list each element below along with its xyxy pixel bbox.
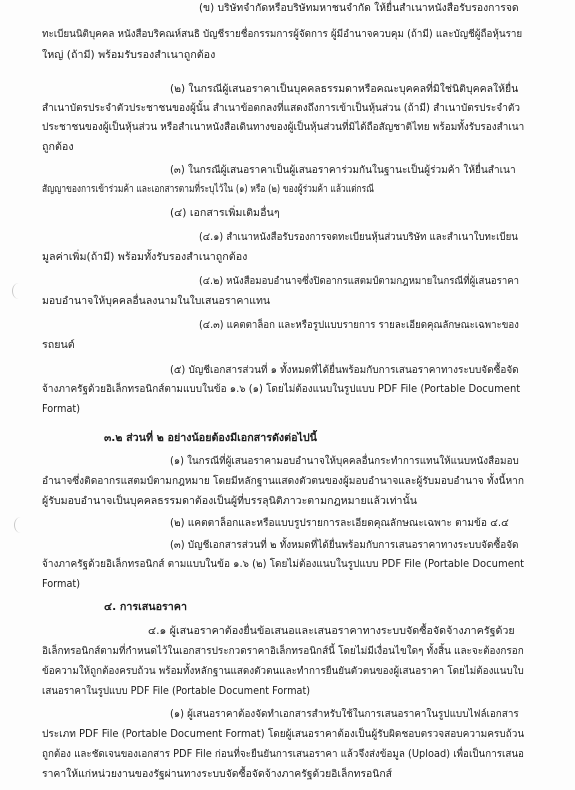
paragraph-line: (๔.๑) สำเนาหนังสือรับรองการจดทะเบียนหุ้นส่วนบริษัท และสำเนาใบทะเบียน	[199, 232, 518, 243]
paragraph-line: รถยนต์	[42, 340, 75, 351]
paragraph-line: (๑) ผู้เสนอราคาต้องจัดทำเอกสารสำหรับใช้ในการเสนอราคาในรูปแบบไฟล์เอกสาร	[170, 709, 519, 720]
paragraph-line: อิเล็กทรอนิกส์ตามที่กำหนดไว้ในเอกสารประกวดราคาอิเล็กทรอนิกส์นี้ โดยไม่มีเงื่อนไขใดๆ ทั้งสิ้น และจะต้องกรอก	[42, 646, 524, 657]
paragraph-line: (ข) บริษัทจำกัดหรือบริษัทมหาชนจำกัด ให้ยื่นสำเนาหนังสือรับรองการจด	[199, 3, 519, 14]
paragraph-line: (๔.๒) หนังสือมอบอำนาจซึ่งปิดอากรแสตมป์ตามกฎหมายในกรณีที่ผู้เสนอราคา	[199, 276, 520, 287]
paragraph-line: ใหญ่ (ถ้ามี) พร้อมรับรองสำเนาถูกต้อง	[42, 50, 216, 61]
scan-margin-mark	[12, 283, 25, 299]
paragraph-line: จ้างภาครัฐด้วยอิเล็กทรอนิกส์ตามแบบในข้อ ๑.๖ (๑) โดยไม่ต้องแนบในรูปแบบ PDF File (Portable Document	[42, 384, 521, 395]
paragraph-line: (๔) เอกสารเพิ่มเติมอื่นๆ	[170, 208, 280, 219]
paragraph-line: (๕) บัญชีเอกสารส่วนที่ ๑ ทั้งหมดที่ได้ยื่นพร้อมกับการเสนอราคาทางระบบจัดซื้อจัด	[170, 365, 519, 376]
paragraph-line: สำเนาบัตรประจำตัวประชาชนของผู้นั้น สำเนาข้อตกลงที่แสดงถึงการเข้าเป็นหุ้นส่วน (ถ้ามี) สำเนาบัตรประจำตัว	[42, 103, 521, 114]
paragraph-line: จ้างภาครัฐด้วยอิเล็กทรอนิกส์ ตามแบบในข้อ ๑.๖ (๒) โดยไม่ต้องแนบในรูปแบบ PDF File (Portable Document	[42, 559, 525, 570]
paragraph-line: มูลค่าเพิ่ม(ถ้ามี) พร้อมทั้งรับรองสำเนาถูกต้อง	[42, 252, 248, 263]
paragraph-line: ประชาชนของผู้เป็นหุ้นส่วน หรือสำเนาหนังสือเดินทางของผู้เป็นหุ้นส่วนที่มิได้ถือสัญชาติไทย พร้อมทั้งรับรองสำเนา	[42, 122, 525, 133]
paragraph-line: ถูกต้อง	[42, 142, 74, 153]
paragraph-line: (๒) ในกรณีผู้เสนอราคาเป็นบุคคลธรรมดาหรือคณะบุคคลที่มิใช่นิติบุคคลให้ยื่น	[170, 84, 519, 95]
section-heading: ๔. การเสนอราคา	[104, 602, 187, 613]
paragraph-line: (๑) ในกรณีที่ผู้เสนอราคามอบอำนาจให้บุคคลอื่นกระทำการแทนให้แนบหนังสือมอบ	[170, 456, 519, 467]
paragraph-line: ผู้รับมอบอำนาจเป็นบุคคลธรรมดาต้องเป็นผู้ที่บรรลุนิติภาวะตามกฎหมายแล้วเท่านั้น	[42, 496, 417, 507]
paragraph-line: (๓) ในกรณีผู้เสนอราคาเป็นผู้เสนอราคาร่วมกันในฐานะเป็นผู้ร่วมค้า ให้ยื่นสำเนา	[170, 165, 516, 176]
paragraph-line: ทะเบียนนิติบุคคล หนังสือบริคณห์สนธิ บัญชีรายชื่อกรรมการผู้จัดการ ผู้มีอำนาจควบคุม (ถ้ามี) และบัญชีผู้ถือหุ้นราย	[42, 29, 523, 40]
paragraph-line: ถูกต้อง และชัดเจนของเอกสาร PDF File ก่อนที่จะยืนยันการเสนอราคา แล้วจึงส่งข้อมูล (Upload) เพื่อเป็นการเสนอ	[42, 749, 524, 760]
paragraph-line: Format)	[42, 404, 81, 415]
paragraph-line: มอบอำนาจให้บุคคลอื่นลงนามในใบเสนอราคาแทน	[42, 296, 271, 307]
section-heading: ๓.๒ ส่วนที่ ๒ อย่างน้อยต้องมีเอกสารดังต่อไปนี้	[104, 433, 317, 444]
scan-margin-mark	[14, 517, 27, 533]
paragraph-line: (๒) แคตตาล็อกและหรือแบบรูปรายการละเอียดคุณลักษณะเฉพาะ ตามข้อ ๔.๔	[170, 518, 509, 529]
paragraph-line: ราคาให้แก่หน่วยงานของรัฐผ่านทางระบบจัดซื้อจัดจ้างภาครัฐด้วยอิเล็กทรอนิกส์	[42, 769, 392, 780]
paragraph-line: ข้อความให้ถูกต้องครบถ้วน พร้อมทั้งหลักฐานแสดงตัวตนและทำการยืนยันตัวตนของผู้เสนอราคา โดยไม่ต้องแนบใบ	[42, 666, 524, 677]
paragraph-line: เสนอราคาในรูปแบบ PDF File (Portable Document Format)	[42, 686, 311, 697]
paragraph-line: ประเภท PDF File (Portable Document Format) โดยผู้เสนอราคาต้องเป็นผู้รับผิดชอบตรวจสอบความครบถ้วน	[42, 729, 525, 740]
paragraph-line: ๔.๑ ผู้เสนอราคาต้องยื่นข้อเสนอและเสนอราคาทางระบบจัดซื้อจัดจ้างภาครัฐด้วย	[148, 626, 515, 637]
paragraph-line: Format)	[42, 579, 81, 590]
paragraph-line: (๔.๓) แคตตาล็อก และหรือรูปแบบรายการ รายละเอียดคุณลักษณะเฉพาะของ	[199, 320, 519, 331]
paragraph-line: สัญญาของการเข้าร่วมค้า และเอกสารตามที่ระบุไว้ใน (๑) หรือ (๒) ของผู้ร่วมค้า แล้วแต่กรณี	[42, 184, 374, 195]
paragraph-line: อำนาจซึ่งติดอากรแสตมป์ตามกฎหมาย โดยมีหลักฐานแสดงตัวตนของผู้มอบอำนาจและผู้รับมอบอำนาจ ทั้งนี้หาก	[42, 476, 524, 487]
paragraph-line: (๓) บัญชีเอกสารส่วนที่ ๒ ทั้งหมดที่ได้ยื่นพร้อมกับการเสนอราคาทางระบบจัดซื้อจัด	[170, 540, 519, 551]
